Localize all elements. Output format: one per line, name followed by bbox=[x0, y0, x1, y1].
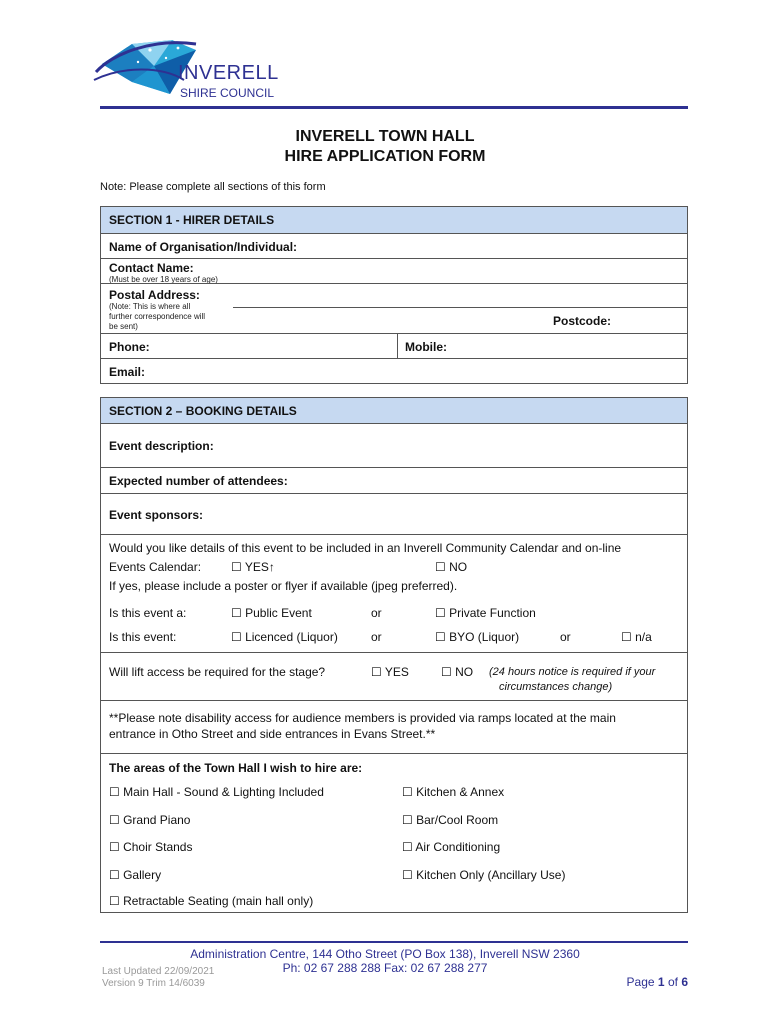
attendees-row[interactable] bbox=[101, 467, 687, 493]
last-updated: Last Updated 22/09/2021 bbox=[102, 966, 215, 977]
lift-yes-checkbox[interactable]: ☐ YES bbox=[371, 665, 409, 679]
logo-name: INVERELL bbox=[178, 62, 279, 84]
page-current: 1 bbox=[657, 975, 665, 989]
org-label: Name of Organisation/Individual: bbox=[109, 240, 298, 254]
section2-box bbox=[100, 397, 688, 913]
area-checkbox-air-conditioning[interactable]: ☐ Air Conditioning bbox=[402, 840, 501, 854]
page-word: Page bbox=[626, 975, 655, 989]
poster-note: If yes, please include a poster or flyer if available (jpeg preferred). bbox=[109, 579, 458, 593]
contact-note: (Must be over 18 years of age) bbox=[109, 275, 218, 284]
area-checkbox-grand-piano[interactable]: ☐ Grand Piano bbox=[109, 813, 191, 827]
postal-note-1: (Note: This is where all bbox=[109, 302, 191, 311]
page-title-line1: INVERELL TOWN HALL bbox=[295, 128, 475, 145]
version-info: Version 9 Trim 14/6039 bbox=[102, 978, 205, 989]
page-number bbox=[627, 975, 688, 989]
area-checkbox-choir-stands[interactable]: ☐ Choir Stands bbox=[109, 840, 193, 854]
section1-box bbox=[100, 206, 688, 384]
phone-mobile-divider bbox=[397, 334, 398, 358]
disability-row bbox=[101, 700, 687, 753]
areas-heading: The areas of the Town Hall I wish to hire are: bbox=[109, 761, 363, 775]
liquor-label: Is this event: bbox=[109, 630, 177, 644]
area-checkbox-retractable-seating[interactable]: ☐ Retractable Seating (main hall only) bbox=[109, 894, 314, 908]
area-checkbox-kitchen-only[interactable]: ☐ Kitchen Only (Ancillary Use) bbox=[402, 868, 566, 882]
or-text: or bbox=[371, 606, 382, 620]
form-note: Note: Please complete all sections of this form bbox=[100, 181, 326, 193]
header-rule bbox=[100, 106, 688, 109]
lift-note-1: (24 hours notice is required if your bbox=[489, 666, 656, 678]
na-checkbox[interactable]: ☐ n/a bbox=[621, 630, 652, 644]
postal-note-3: be sent) bbox=[109, 322, 138, 331]
event-desc-row[interactable] bbox=[101, 423, 687, 467]
page-title-line2: HIRE APPLICATION FORM bbox=[284, 148, 486, 165]
or-text: or bbox=[371, 630, 382, 644]
footer-rule bbox=[100, 941, 688, 943]
area-checkbox-kitchen-annex[interactable]: ☐ Kitchen & Annex bbox=[402, 785, 505, 799]
lift-question: Will lift access be required for the stage? bbox=[109, 665, 326, 679]
page-total: 6 bbox=[681, 975, 688, 989]
private-function-checkbox[interactable]: ☐ Private Function bbox=[435, 606, 536, 620]
section2-heading: SECTION 2 – BOOKING DETAILS bbox=[101, 398, 687, 423]
postal-label: Postal Address: bbox=[109, 288, 200, 302]
lift-no-checkbox[interactable]: ☐ NO bbox=[441, 665, 474, 679]
postal-note-2: further correspondence will bbox=[109, 312, 206, 321]
email-label: Email: bbox=[109, 365, 146, 379]
area-checkbox-gallery[interactable]: ☐ Gallery bbox=[109, 868, 162, 882]
contact-row[interactable] bbox=[101, 258, 687, 283]
lift-note-2: circumstances change) bbox=[499, 681, 613, 693]
mobile-label: Mobile: bbox=[405, 340, 447, 354]
phone-label: Phone: bbox=[109, 340, 150, 354]
sponsors-row[interactable] bbox=[101, 493, 687, 534]
calendar-yes-checkbox[interactable]: ☐ YES↑ bbox=[231, 560, 275, 574]
email-row[interactable] bbox=[101, 358, 687, 383]
licenced-checkbox[interactable]: ☐ Licenced (Liquor) bbox=[231, 630, 338, 644]
or-text: or bbox=[560, 630, 571, 644]
area-checkbox-bar-cool-room[interactable]: ☐ Bar/Cool Room bbox=[402, 813, 499, 827]
postal-row[interactable] bbox=[101, 283, 687, 333]
org-row[interactable] bbox=[101, 233, 687, 258]
logo-subtitle: SHIRE COUNCIL bbox=[180, 86, 275, 100]
areas-row bbox=[101, 753, 687, 913]
footer-address: Administration Centre, 144 Otho Street (PO Box 138), Inverell NSW 2360 bbox=[190, 947, 580, 961]
disability-note-1: **Please note disability access for audience members is provided via ramps located at the main bbox=[109, 711, 616, 725]
calendar-question-2: Events Calendar: bbox=[109, 560, 202, 574]
area-checkbox-main-hall[interactable]: ☐ Main Hall - Sound & Lighting Included bbox=[109, 785, 324, 799]
event-details-row bbox=[101, 534, 687, 652]
event-desc-label: Event description: bbox=[109, 439, 214, 453]
sponsors-label: Event sponsors: bbox=[109, 508, 204, 522]
byo-checkbox[interactable]: ☐ BYO (Liquor) bbox=[435, 630, 520, 644]
event-type-label: Is this event a: bbox=[109, 606, 187, 620]
phone-row[interactable] bbox=[101, 333, 687, 358]
attendees-label: Expected number of attendees: bbox=[109, 474, 288, 488]
postal-address-line bbox=[233, 307, 687, 308]
page-of: of bbox=[667, 975, 678, 989]
calendar-no-checkbox[interactable]: ☐ NO bbox=[435, 560, 468, 574]
lift-row bbox=[101, 652, 687, 700]
calendar-question: Would you like details of this event to be included in an Inverell Community Calendar and on-line bbox=[109, 541, 622, 555]
contact-label: Contact Name: bbox=[109, 261, 194, 275]
public-event-checkbox[interactable]: ☐ Public Event bbox=[231, 606, 312, 620]
footer-phone: Ph: 02 67 288 288 Fax: 02 67 288 277 bbox=[282, 961, 488, 975]
postcode-label: Postcode: bbox=[553, 314, 612, 328]
disability-note-2: entrance in Otho Street and side entrances in Evans Street.** bbox=[109, 727, 436, 741]
section1-heading: SECTION 1 - HIRER DETAILS bbox=[101, 207, 687, 233]
